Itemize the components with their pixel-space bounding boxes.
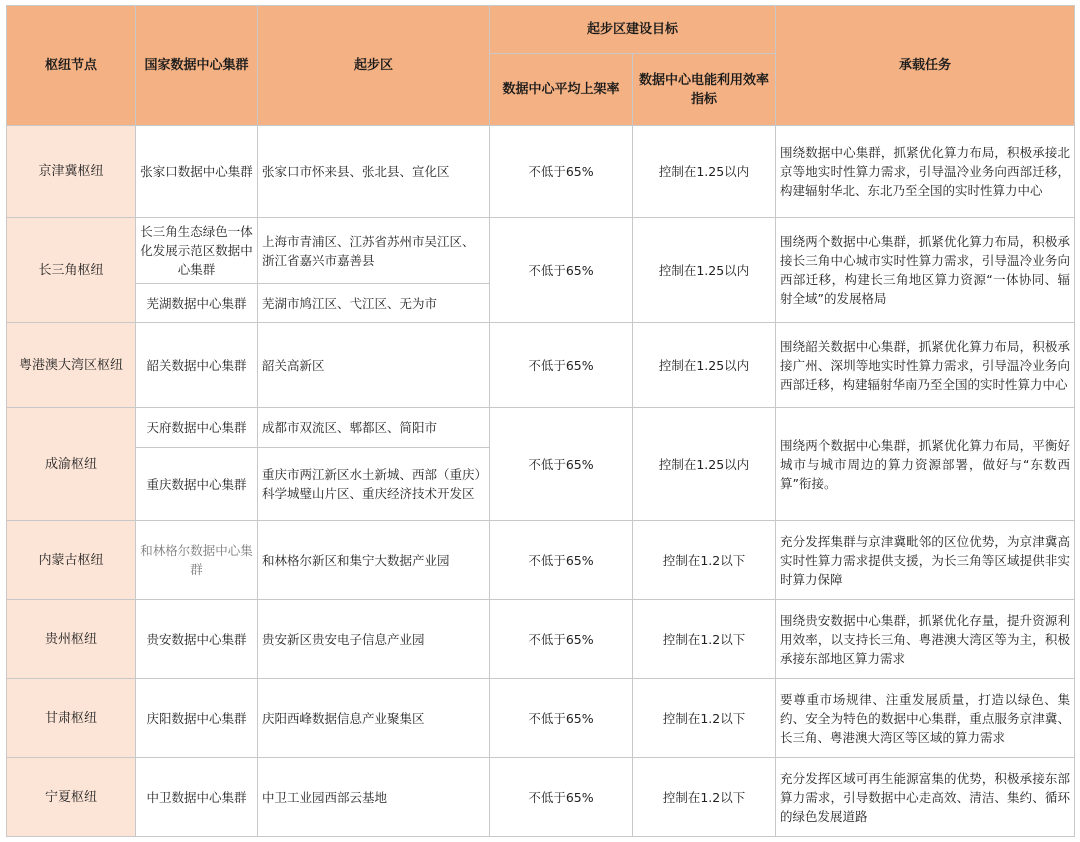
pue-value: 控制在1.25以内 (633, 218, 776, 323)
task-text: 围绕韶关数据中心集群，抓紧优化算力布局，积极承接广州、深圳等地实时性算力需求，引导温冷业务向西部迁移，构建辐射华南乃至全国的实时性算力中心 (776, 323, 1075, 408)
hub-name: 长三角枢纽 (7, 218, 136, 323)
rack-rate-value: 不低于65% (490, 600, 633, 679)
task-text: 充分发挥集群与京津冀毗邻的区位优势，为京津冀高实时性算力需求提供支援，为长三角等区域提供非实时算力保障 (776, 521, 1075, 600)
header-zone: 起步区 (258, 6, 490, 126)
pue-value: 控制在1.25以内 (633, 323, 776, 408)
pue-value: 控制在1.2以下 (633, 521, 776, 600)
rack-rate-value: 不低于65% (490, 758, 633, 837)
zone-name: 和林格尔新区和集宁大数据产业园 (258, 521, 490, 600)
zone-name: 中卫工业园西部云基地 (258, 758, 490, 837)
zone-name: 芜湖市鸠江区、弋江区、无为市 (258, 284, 490, 323)
header-pue: 数据中心电能利用效率指标 (633, 54, 776, 126)
rack-rate-value: 不低于65% (490, 126, 633, 218)
cluster-name: 韶关数据中心集群 (136, 323, 258, 408)
table-row (7, 521, 1075, 600)
header-rack-rate: 数据中心平均上架率 (490, 54, 633, 126)
rack-rate-value: 不低于65% (490, 323, 633, 408)
hub-name: 成渝枢纽 (7, 408, 136, 521)
rack-rate-value: 不低于65% (490, 679, 633, 758)
task-text: 要尊重市场规律、注重发展质量，打造以绿色、集约、安全为特色的数据中心集群，重点服务京津冀、长三角、粤港澳大湾区等区域的算力需求 (776, 679, 1075, 758)
cluster-name: 庆阳数据中心集群 (136, 679, 258, 758)
cluster-name: 中卫数据中心集群 (136, 758, 258, 837)
data-center-hub-table (6, 5, 1075, 837)
hub-name: 粤港澳大湾区枢纽 (7, 323, 136, 408)
rack-rate-value: 不低于65% (490, 521, 633, 600)
zone-name: 成都市双流区、郫都区、简阳市 (258, 408, 490, 448)
table-row (7, 408, 1075, 448)
cluster-name: 和林格尔数据中心集群 (136, 521, 258, 600)
pue-value: 控制在1.2以下 (633, 758, 776, 837)
task-text: 围绕两个数据中心集群，抓紧优化算力布局，积极承接长三角中心城市实时性算力需求，引导温冷业务向西部迁移，构建长三角地区算力资源“一体协同、辐射全域”的发展格局 (776, 218, 1075, 323)
cluster-name: 芜湖数据中心集群 (136, 284, 258, 323)
hub-name: 甘肃枢纽 (7, 679, 136, 758)
zone-name: 重庆市两江新区水土新城、西部（重庆）科学城璧山片区、重庆经济技术开发区 (258, 448, 490, 521)
hub-name: 贵州枢纽 (7, 600, 136, 679)
table-row (7, 679, 1075, 758)
hub-name: 京津冀枢纽 (7, 126, 136, 218)
task-text: 充分发挥区域可再生能源富集的优势，积极承接东部算力需求，引导数据中心走高效、清洁、集约、循环的绿色发展道路 (776, 758, 1075, 837)
zone-name: 贵安新区贵安电子信息产业园 (258, 600, 490, 679)
task-text: 围绕两个数据中心集群，抓紧优化算力布局，平衡好城市与城市周边的算力资源部署，做好与“东数西算”衔接。 (776, 408, 1075, 521)
rack-rate-value: 不低于65% (490, 408, 633, 521)
task-text: 围绕贵安数据中心集群，抓紧优化存量，提升资源利用效率，以支持长三角、粤港澳大湾区等为主，积极承接东部地区算力需求 (776, 600, 1075, 679)
table-row (7, 126, 1075, 218)
cluster-name: 长三角生态绿色一体化发展示范区数据中心集群 (136, 218, 258, 284)
pue-value: 控制在1.2以下 (633, 600, 776, 679)
zone-name: 张家口市怀来县、张北县、宣化区 (258, 126, 490, 218)
pue-value: 控制在1.25以内 (633, 126, 776, 218)
table-row (7, 218, 1075, 284)
hub-name: 内蒙古枢纽 (7, 521, 136, 600)
table-row (7, 323, 1075, 408)
header-hub: 枢纽节点 (7, 6, 136, 126)
header-cluster: 国家数据中心集群 (136, 6, 258, 126)
data-center-hub-table-container (6, 5, 1074, 837)
zone-name: 庆阳西峰数据信息产业聚集区 (258, 679, 490, 758)
cluster-name: 贵安数据中心集群 (136, 600, 258, 679)
header-task: 承载任务 (776, 6, 1075, 126)
pue-value: 控制在1.2以下 (633, 679, 776, 758)
pue-value: 控制在1.25以内 (633, 408, 776, 521)
zone-name: 韶关高新区 (258, 323, 490, 408)
table-row (7, 600, 1075, 679)
rack-rate-value: 不低于65% (490, 218, 633, 323)
cluster-name: 重庆数据中心集群 (136, 448, 258, 521)
hub-name: 宁夏枢纽 (7, 758, 136, 837)
header-row-1 (7, 6, 1075, 54)
table-row (7, 758, 1075, 837)
header-targets-group: 起步区建设目标 (490, 6, 776, 54)
zone-name: 上海市青浦区、江苏省苏州市吴江区、浙江省嘉兴市嘉善县 (258, 218, 490, 284)
task-text: 围绕数据中心集群，抓紧优化算力布局，积极承接北京等地实时性算力需求，引导温冷业务向西部迁移，构建辐射华北、东北乃至全国的实时性算力中心 (776, 126, 1075, 218)
cluster-name: 张家口数据中心集群 (136, 126, 258, 218)
cluster-name: 天府数据中心集群 (136, 408, 258, 448)
